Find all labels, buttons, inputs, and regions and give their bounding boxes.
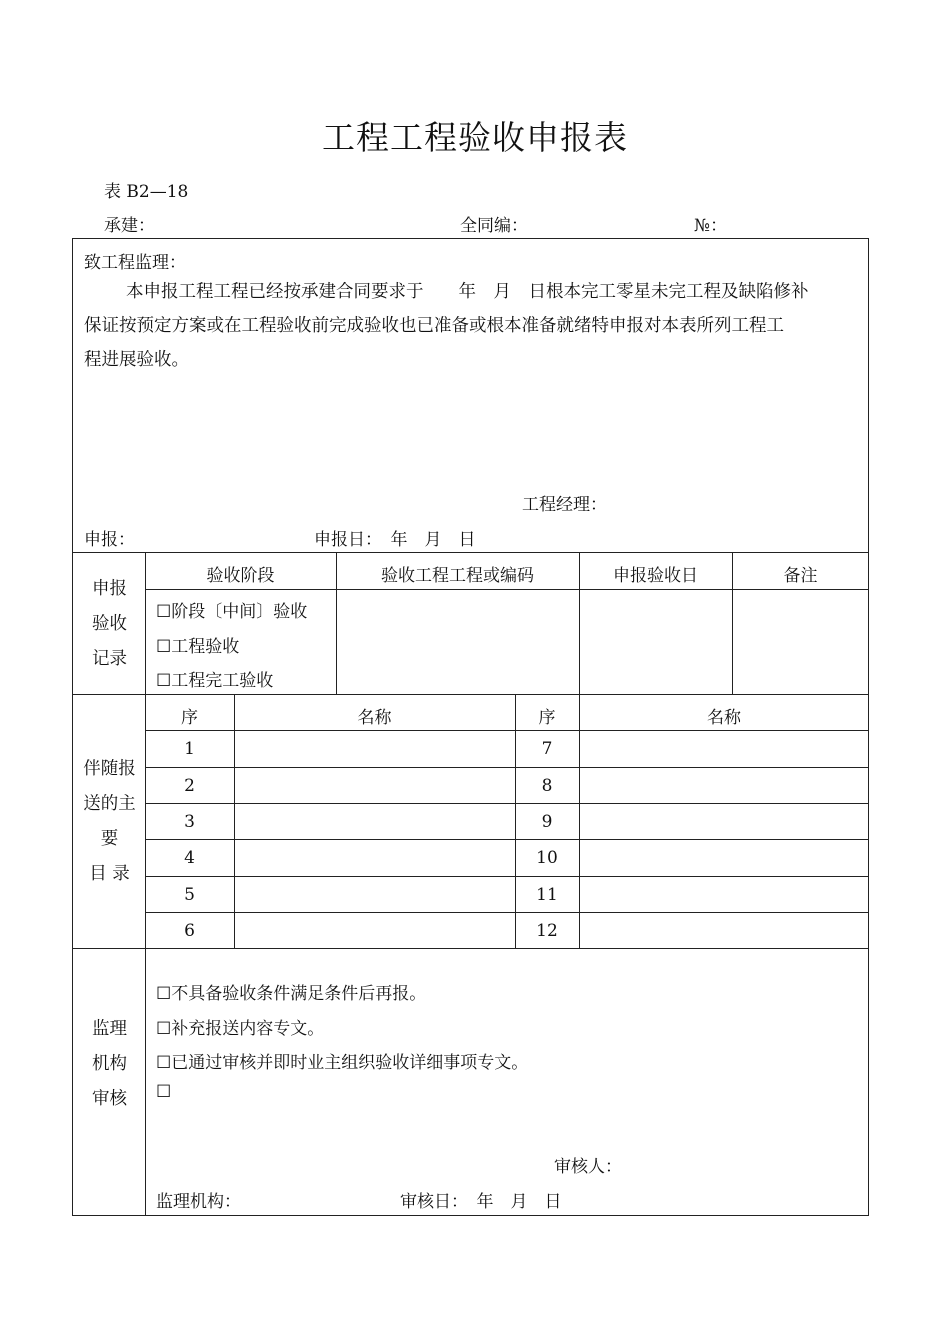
supervision-org-label: 监理机构： xyxy=(156,1192,241,1212)
application-paragraph xyxy=(84,275,864,377)
row-number: 1 xyxy=(184,739,195,759)
review-option-other[interactable]: ☐ xyxy=(156,1082,172,1102)
application-date-label: 申报日： 年 月 日 xyxy=(314,530,476,550)
header-project-code: 验收工程工程或编码 xyxy=(381,566,534,586)
header-stage: 验收阶段 xyxy=(206,566,275,586)
contractor-label: 承建： xyxy=(104,216,155,236)
review-date-label: 审核日： 年 月 日 xyxy=(400,1192,562,1212)
header-remarks: 备注 xyxy=(783,566,818,586)
review-option-supplement[interactable]: ☐补充报送内容专文。 xyxy=(156,1019,325,1039)
row-number: 9 xyxy=(541,812,553,832)
contract-no-label: 全同编： xyxy=(460,216,528,236)
row-number: 10 xyxy=(536,848,558,868)
number-label: №： xyxy=(694,216,728,236)
header-seq-right: 序 xyxy=(538,708,556,728)
review-label: 监理 机构 审核 xyxy=(92,1019,127,1109)
form-code: 表 B2—18 xyxy=(104,182,189,202)
to-supervision-label: 致工程监理： xyxy=(84,253,186,273)
row-number: 7 xyxy=(541,739,553,759)
review-option-not-ready[interactable]: ☐不具备验收条件满足条件后再报。 xyxy=(156,984,427,1004)
row-number: 11 xyxy=(536,885,558,905)
header-seq-left: 序 xyxy=(181,708,198,728)
attachments-label: 伴随报 送的主 要 目 录 xyxy=(83,759,136,884)
header-name-right: 名称 xyxy=(707,708,741,728)
header-name-left: 名称 xyxy=(357,708,392,728)
stage-option-completion[interactable]: ☐工程完工验收 xyxy=(156,671,274,691)
row-number: 12 xyxy=(536,921,558,941)
row-number: 6 xyxy=(184,921,195,941)
acceptance-record-label: 申报 验收 记录 xyxy=(92,579,127,669)
row-number: 3 xyxy=(184,812,195,832)
header-apply-date: 申报验收日 xyxy=(613,566,698,586)
page-title: 工程工程验收申报表 xyxy=(322,118,628,157)
review-option-approved[interactable]: ☐已通过审核并即时业主组织验收详细事项专文。 xyxy=(156,1053,529,1073)
reviewer-label: 审核人： xyxy=(554,1157,622,1177)
row-number: 5 xyxy=(184,885,195,905)
project-manager-label: 工程经理： xyxy=(522,495,607,515)
applicant-label: 申报： xyxy=(84,530,135,550)
stage-option-project[interactable]: ☐工程验收 xyxy=(156,637,240,657)
row-number: 2 xyxy=(184,776,195,796)
paragraph-line-1: 本申报工程工程已经按承建合同要求于 年 月 日根本完工零星未完工程及缺陷修补 xyxy=(126,282,809,302)
paragraph-line-2: 保证按预定方案或在工程验收前完成验收也已准备或根本准备就绪特申报对本表所列工程工 xyxy=(84,316,784,336)
paragraph-line-3: 程进展验收。 xyxy=(84,350,189,370)
row-number: 8 xyxy=(541,776,553,796)
row-number: 4 xyxy=(184,848,195,868)
stage-option-interim[interactable]: ☐阶段〔中间〕验收 xyxy=(156,602,308,622)
